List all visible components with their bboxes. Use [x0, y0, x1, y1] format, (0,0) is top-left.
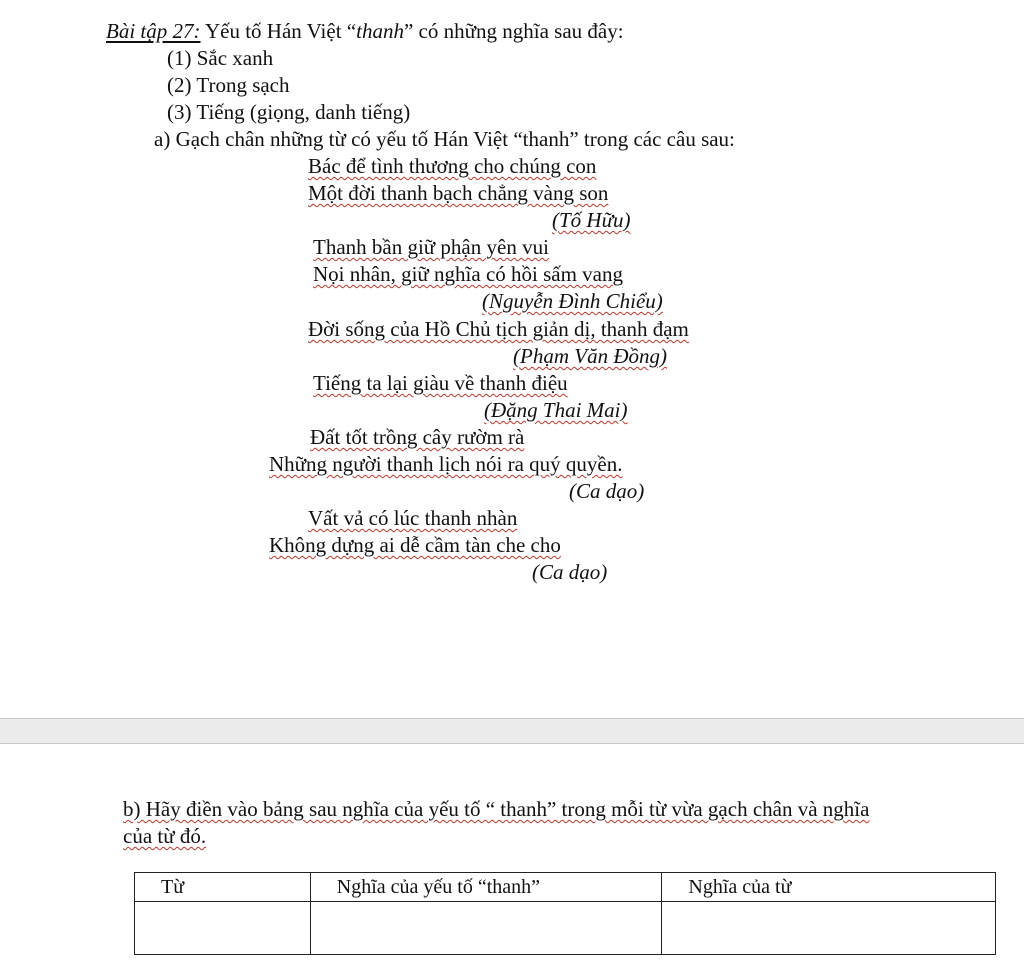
table-cell[interactable] [135, 902, 311, 955]
poem-line: Nọi nhân, giữ nghĩa có hồi sấm vang [313, 262, 623, 286]
poem-author: (Phạm Văn Đồng) [513, 344, 667, 368]
intro-prefix: Yếu tố Hán Việt “ [200, 19, 357, 43]
table-cell[interactable] [662, 902, 996, 955]
meaning-3: (3) Tiếng (giọng, danh tiếng) [167, 100, 411, 124]
poem-line: Đời sống của Hồ Chủ tịch giản dị, thanh đạm [308, 317, 689, 341]
answer-table [134, 872, 996, 955]
header-tu: Từ [135, 873, 311, 902]
part-b-instruction-line2: của từ đó. [123, 824, 207, 848]
poem-author: (Nguyễn Đình Chiểu) [482, 289, 663, 313]
exercise-label: Bài tập 27: [106, 19, 201, 43]
poem-author: (Ca dạo) [532, 560, 608, 584]
poem-line: Đất tốt trồng cây rườm rà [310, 425, 525, 449]
table-row [135, 902, 996, 955]
poem-line: Thanh bần giữ phận yên vui [313, 235, 549, 259]
table-header-row [135, 873, 996, 902]
poem-author: (Đặng Thai Mai) [484, 398, 628, 422]
poem-author: (Ca dạo) [569, 479, 645, 503]
part-a-instruction: a) Gạch chân những từ có yếu tố Hán Việt “thanh” trong các câu sau: [154, 127, 735, 151]
poem-line: Không dựng ai dễ cầm tàn che cho [269, 533, 561, 557]
poem-line: Một đời thanh bạch chẳng vàng son [308, 181, 609, 205]
poem-line: Vất vả có lúc thanh nhàn [308, 506, 518, 530]
poem-line: Những người thanh lịch nói ra quý quyền. [269, 452, 623, 476]
intro-word: thanh [356, 19, 404, 43]
document-page-2 [0, 744, 1024, 974]
poem-line: Tiếng ta lại giàu về thanh điệu [313, 371, 568, 395]
meaning-1: (1) Sắc xanh [167, 46, 274, 70]
exercise-heading [106, 18, 624, 44]
part-b-instruction-line1: b) Hãy điền vào bảng sau nghĩa của yếu tố “ thanh” trong mỗi từ vừa gạch chân và nghĩa [123, 797, 870, 821]
header-nghia-yeu-to: Nghĩa của yếu tố “thanh” [310, 873, 662, 902]
header-nghia-tu: Nghĩa của từ [662, 873, 996, 902]
poem-author: (Tố Hữu) [552, 208, 631, 232]
page-break [0, 718, 1024, 744]
meaning-2: (2) Trong sạch [167, 73, 290, 97]
poem-line: Bác để tình thương cho chúng con [308, 154, 597, 178]
table-cell[interactable] [310, 902, 662, 955]
intro-suffix: ” có những nghĩa sau đây: [403, 19, 624, 43]
